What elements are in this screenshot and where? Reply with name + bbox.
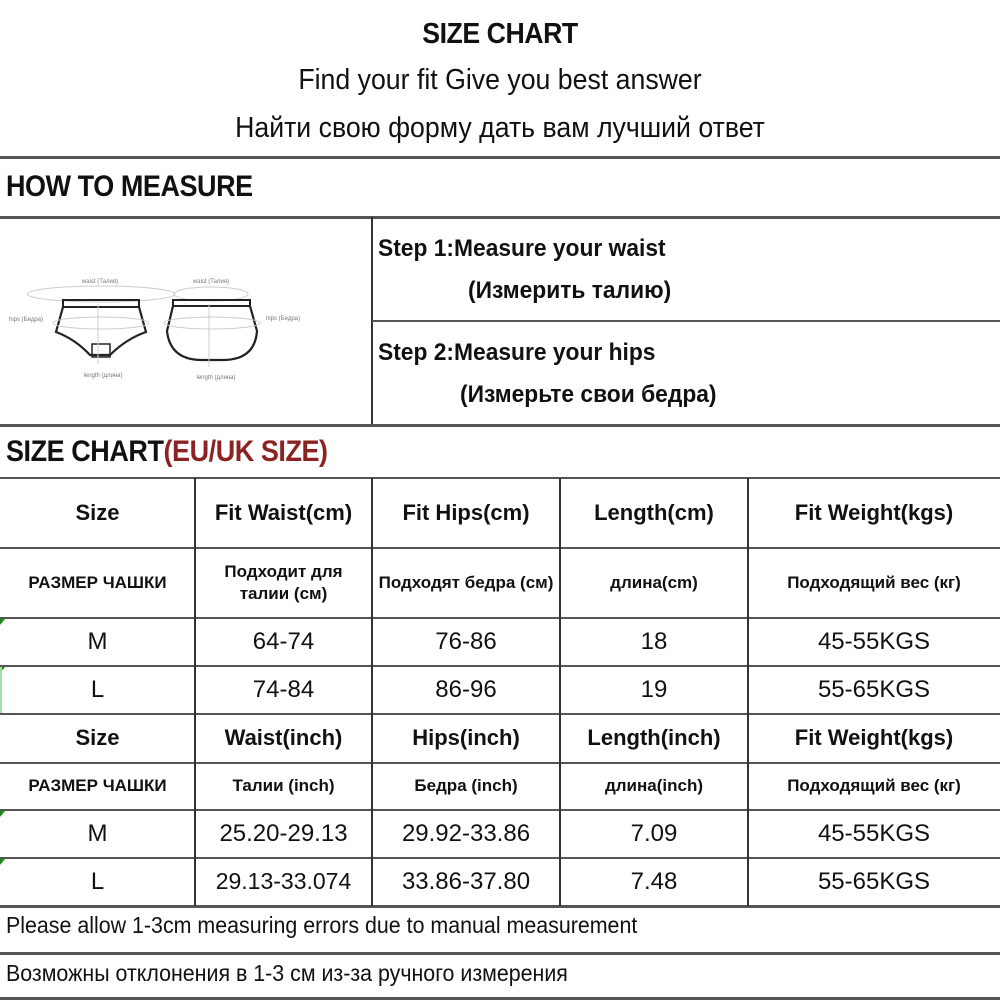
cell-marker-icon bbox=[0, 811, 5, 817]
waist-cell: 29.13-33.074 bbox=[215, 868, 352, 895]
length-cell: 7.09 bbox=[630, 820, 678, 848]
table-header-cell: Талии (inch) bbox=[232, 776, 335, 796]
cell-marker-icon bbox=[0, 859, 5, 865]
weight-cell: 55-65KGS bbox=[817, 676, 931, 704]
weight-cell: 45-55KGS bbox=[817, 628, 931, 656]
divider bbox=[0, 952, 1000, 955]
brief-back-icon bbox=[164, 279, 300, 381]
table-header-cell: длина(cm) bbox=[610, 572, 698, 592]
table-header-row-inch bbox=[0, 714, 1000, 763]
row-divider bbox=[0, 547, 1000, 549]
row-divider bbox=[0, 665, 1000, 667]
row-divider bbox=[0, 762, 1000, 764]
table-header-row-cm bbox=[0, 478, 1000, 548]
table-header-cell: длина(inch) bbox=[604, 776, 704, 796]
svg-text:waist (Талия): waist (Талия) bbox=[81, 279, 119, 285]
size-chart-heading bbox=[6, 435, 328, 469]
column-divider bbox=[747, 478, 749, 906]
cell-marker-icon bbox=[0, 619, 5, 625]
hips-cell: 29.92-33.86 bbox=[401, 820, 531, 848]
divider bbox=[0, 424, 1000, 427]
table-header-cell: Подходящий вес (кг) bbox=[787, 572, 961, 592]
table-header-cell: Size bbox=[75, 499, 120, 525]
table-header-cell: Length(cm) bbox=[594, 499, 714, 525]
size-chart-heading-region: (EU/UK SIZE) bbox=[163, 435, 328, 468]
step-2-text: Step 2:Measure your hips bbox=[378, 339, 656, 366]
footer-note-russian: Возможны отклонения в 1-3 см из-за ручного измерения bbox=[6, 960, 568, 986]
step-2-russian: (Измерьте свои бедра) bbox=[460, 381, 717, 408]
table-header-cell: РАЗМЕР ЧАШКИ bbox=[28, 776, 167, 796]
step-1-text: Step 1:Measure your waist bbox=[378, 235, 666, 262]
length-cell: 18 bbox=[640, 628, 668, 656]
weight-cell: 45-55KGS bbox=[817, 820, 931, 848]
brief-front-icon bbox=[9, 279, 175, 379]
row-divider bbox=[0, 713, 1000, 715]
table-header-cell: Fit Weight(kgs) bbox=[794, 725, 954, 751]
row-divider bbox=[0, 905, 1000, 908]
table-header-cell: Fit Hips(cm) bbox=[402, 499, 530, 525]
table-row bbox=[0, 618, 1000, 666]
svg-text:hips (Бедра): hips (Бедра) bbox=[266, 316, 300, 322]
cell-marker-line bbox=[0, 667, 2, 713]
size-cell: M bbox=[87, 628, 108, 656]
waist-cell: 64-74 bbox=[252, 628, 315, 656]
table-header-row-cm-russian bbox=[0, 548, 1000, 618]
divider bbox=[372, 320, 1000, 322]
measurement-illustration bbox=[0, 219, 372, 424]
svg-text:length (длина): length (длина) bbox=[83, 373, 123, 379]
table-row bbox=[0, 666, 1000, 714]
size-cell: L bbox=[90, 868, 105, 896]
size-cell: M bbox=[87, 820, 108, 848]
length-cell: 19 bbox=[640, 676, 668, 704]
subtitle-russian: Найти свою форму дать вам лучший ответ bbox=[235, 112, 765, 144]
svg-text:length (длина): length (длина) bbox=[196, 375, 236, 381]
hips-cell: 76-86 bbox=[435, 628, 497, 656]
row-divider bbox=[0, 857, 1000, 859]
how-to-measure-heading: HOW TO MEASURE bbox=[6, 170, 253, 203]
title-block bbox=[0, 0, 1000, 157]
weight-cell: 55-65KGS bbox=[817, 868, 931, 896]
table-row bbox=[0, 810, 1000, 858]
row-divider bbox=[0, 809, 1000, 811]
page-title: SIZE CHART bbox=[422, 18, 578, 50]
waist-cell: 25.20-29.13 bbox=[219, 820, 348, 848]
briefs-diagram-icon bbox=[0, 219, 372, 424]
size-chart-heading-main: SIZE CHART bbox=[6, 435, 164, 468]
row-divider bbox=[0, 617, 1000, 619]
table-header-cell: Hips(inch) bbox=[412, 725, 520, 751]
table-row bbox=[0, 858, 1000, 906]
column-divider bbox=[194, 478, 196, 906]
table-header-cell: Fit Waist(cm) bbox=[214, 499, 353, 525]
table-header-row-inch-russian bbox=[0, 763, 1000, 810]
table-header-cell: РАЗМЕР ЧАШКИ bbox=[28, 572, 167, 592]
hips-cell: 33.86-37.80 bbox=[401, 868, 531, 896]
table-header-cell: Подходящий вес (кг) bbox=[787, 776, 961, 796]
table-header-cell: Подходит для талии (см) bbox=[224, 561, 343, 603]
table-header-cell: Length(inch) bbox=[587, 725, 721, 751]
waist-cell: 74-84 bbox=[252, 676, 315, 704]
table-header-cell: Подходят бедра (см) bbox=[378, 572, 554, 592]
table-header-cell: Бедра (inch) bbox=[414, 776, 518, 796]
subtitle-english: Find your fit Give you best answer bbox=[298, 64, 702, 96]
hips-cell: 86-96 bbox=[435, 676, 497, 704]
divider bbox=[0, 156, 1000, 159]
length-cell: 7.48 bbox=[630, 868, 678, 896]
size-cell: L bbox=[90, 676, 105, 704]
table-header-cell: Fit Weight(kgs) bbox=[794, 499, 954, 525]
column-divider bbox=[559, 478, 561, 906]
step-1-russian: (Измерить талию) bbox=[468, 277, 672, 304]
svg-text:waist (Талия): waist (Талия) bbox=[192, 279, 230, 285]
column-divider bbox=[371, 478, 373, 906]
footer-note-english: Please allow 1-3cm measuring errors due to manual measurement bbox=[6, 912, 638, 938]
table-header-cell: Size bbox=[75, 725, 120, 751]
svg-text:hips (Бедра): hips (Бедра) bbox=[9, 317, 43, 323]
table-header-cell: Waist(inch) bbox=[224, 725, 343, 751]
